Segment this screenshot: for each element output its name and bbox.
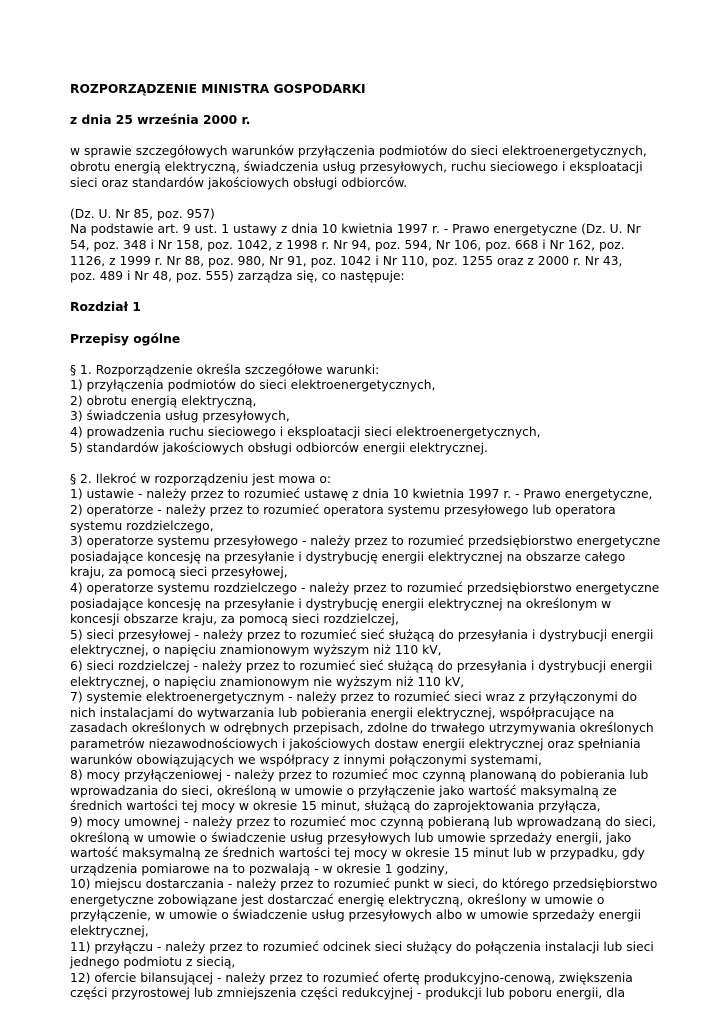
section-2 [70, 472, 670, 1002]
section-2-line: 12) ofercie bilansującej - należy przez to rozumieć ofertę produkcyjno-cenową, zwiększenia [70, 970, 633, 985]
section-2-line: wprowadzania do sieci, określoną w umowie o przyłączenie jako wartość maksymalną ze [70, 783, 617, 798]
document-preamble [70, 207, 670, 285]
section-2-line: przyłączenie, w umowie o świadczenie usług przesyłowych albo w umowie sprzedaży energii [70, 908, 641, 923]
section-2-line: 1) ustawie - należy przez to rozumieć ustawę z dnia 10 kwietnia 1997 r. - Prawo energetyczne, [70, 487, 653, 502]
section-2-line: systemu rozdzielczego, [70, 518, 214, 533]
section-2-line: nich instalacjami do wytwarzania lub pobierania energii elektrycznej, współpracujące na [70, 705, 615, 720]
section-2-line: posiadające koncesję na przesyłanie i dystrybucję energii elektrycznej na określonym w [70, 596, 612, 611]
section-2-line: kraju, za pomocą sieci przesyłowej, [70, 565, 288, 580]
section-2-line: części przyrostowej lub zmniejszenia części redukcyjnej - produkcji lub poboru energii, dla [70, 986, 625, 1001]
preamble-line: (Dz. U. Nr 85, poz. 957) [70, 206, 215, 221]
section-2-line: warunków obowiązujących we współpracy z innymi połączonymi systemami, [70, 752, 542, 767]
section-1-line: 5) standardów jakościowych obsługi odbiorców energii elektrycznej. [70, 440, 488, 455]
section-2-line: energetyczne zobowiązane jest dostarczać energię elektryczną, określony w umowie o [70, 892, 605, 907]
section-1-line: 2) obrotu energią elektryczną, [70, 393, 257, 408]
section-1-line: 4) prowadzenia ruchu sieciowego i eksploatacji sieci elektroenergetycznych, [70, 425, 541, 440]
section-2-line: elektrycznej, o napięciu znamionowym wyższym niż 110 kV, [70, 643, 442, 658]
document-title: ROZPORZĄDZENIE MINISTRA GOSPODARKI [70, 82, 366, 96]
section-2-line: 8) mocy przyłączeniowej - należy przez to rozumieć moc czynną planowaną do pobierania lub [70, 768, 649, 783]
section-2-line: 7) systemie elektroenergetycznym - należy przez to rozumieć sieci wraz z przyłączonymi do [70, 690, 637, 705]
chapter-title: Przepisy ogólne [70, 331, 181, 346]
section-2-line: parametrów niezawodnościowych i jakościowych dostaw energii elektrycznej oraz spełniania [70, 736, 641, 751]
section-2-line: 2) operatorze - należy przez to rozumieć operatora systemu przesyłowego lub operatora [70, 503, 616, 518]
chapter-heading: Rozdział 1 [70, 300, 141, 315]
section-2-line: 6) sieci rozdzielczej - należy przez to rozumieć sieć służącą do przesyłania i dystrybucji energii [70, 658, 653, 673]
document-subject [70, 144, 670, 191]
section-2-line: posiadające koncesję na przesyłanie i dystrybucję energii elektrycznej na obszarze całego [70, 549, 626, 564]
subject-line: w sprawie szczegółowych warunków przyłączenia podmiotów do sieci elektroenergetycznych, [70, 144, 647, 159]
preamble-line: 1126, z 1999 r. Nr 88, poz. 980, Nr 91, poz. 1042 i Nr 110, poz. 1255 oraz z 2000 r. Nr 43, [70, 253, 623, 268]
section-2-line: zasadach określonych w odrębnych przepisach, zdolne do trwałego utrzymywania określonych [70, 721, 654, 736]
section-1-line: 3) świadczenia usług przesyłowych, [70, 409, 290, 424]
section-2-line: wartość maksymalną ze średnich wartości tej mocy w okresie 15 minut lub w przypadku, gdy [70, 846, 645, 861]
section-2-line: 9) mocy umownej - należy przez to rozumieć moc czynną pobieraną lub wprowadzaną do sieci, [70, 814, 657, 829]
section-2-line: 10) miejscu dostarczania - należy przez to rozumieć punkt w sieci, do którego przedsiębiorstwo [70, 877, 658, 892]
section-2-line: urządzenia pomiarowe na to pozwalają - w okresie 1 godziny, [70, 861, 449, 876]
section-2-line: 3) operatorze systemu przesyłowego - należy przez to rozumieć przedsiębiorstwo energetyczne [70, 534, 661, 549]
section-2-line: elektrycznej, [70, 924, 149, 939]
subject-line: sieci oraz standardów jakościowych obsługi odbiorców. [70, 175, 408, 190]
subject-line: obrotu energią elektryczną, świadczenia usług przesyłowych, ruchu sieciowego i eksploatacji [70, 159, 643, 174]
section-2-line: 4) operatorze systemu rozdzielczego - należy przez to rozumieć przedsiębiorstwo energetyczne [70, 581, 660, 595]
section-2-line: 5) sieci przesyłowej - należy przez to rozumieć sieć służącą do przesyłania i dystrybucji energii [70, 627, 654, 642]
section-1 [70, 363, 670, 457]
section-2-line: § 2. Ilekroć w rozporządzeniu jest mowa o: [70, 471, 332, 486]
section-2-line: określoną w umowie o świadczenie usług przesyłowych lub umowie sprzedaży energii, jako [70, 830, 632, 845]
section-1-line: § 1. Rozporządzenie określa szczegółowe warunki: [70, 362, 380, 377]
section-2-line: koncesji obszarze kraju, za pomocą sieci rozdzielczej, [70, 612, 399, 627]
preamble-line: Na podstawie art. 9 ust. 1 ustawy z dnia 10 kwietnia 1997 r. - Prawo energetyczne (Dz. U. Nr [70, 222, 641, 237]
preamble-line: poz. 489 i Nr 48, poz. 555) zarządza się, co następuje: [70, 269, 405, 284]
preamble-line: 54, poz. 348 i Nr 158, poz. 1042, z 1998 r. Nr 94, poz. 594, Nr 106, poz. 668 i Nr 162, poz. [70, 237, 625, 252]
document-page [70, 82, 670, 1018]
section-2-line: jednego podmiotu z siecią, [70, 955, 236, 970]
section-2-line: 11) przyłączu - należy przez to rozumieć odcinek sieci służący do połączenia instalacji lub sieci [70, 939, 654, 954]
section-1-line: 1) przyłączenia podmiotów do sieci elektroenergetycznych, [70, 378, 436, 393]
section-2-line: elektrycznej, o napięciu znamionowym nie wyższym niż 110 kV, [70, 674, 465, 689]
document-date: z dnia 25 września 2000 r. [70, 113, 251, 128]
section-2-line: średnich wartości tej mocy w okresie 15 minut, służącą do zaprojektowania przyłącza, [70, 799, 601, 814]
